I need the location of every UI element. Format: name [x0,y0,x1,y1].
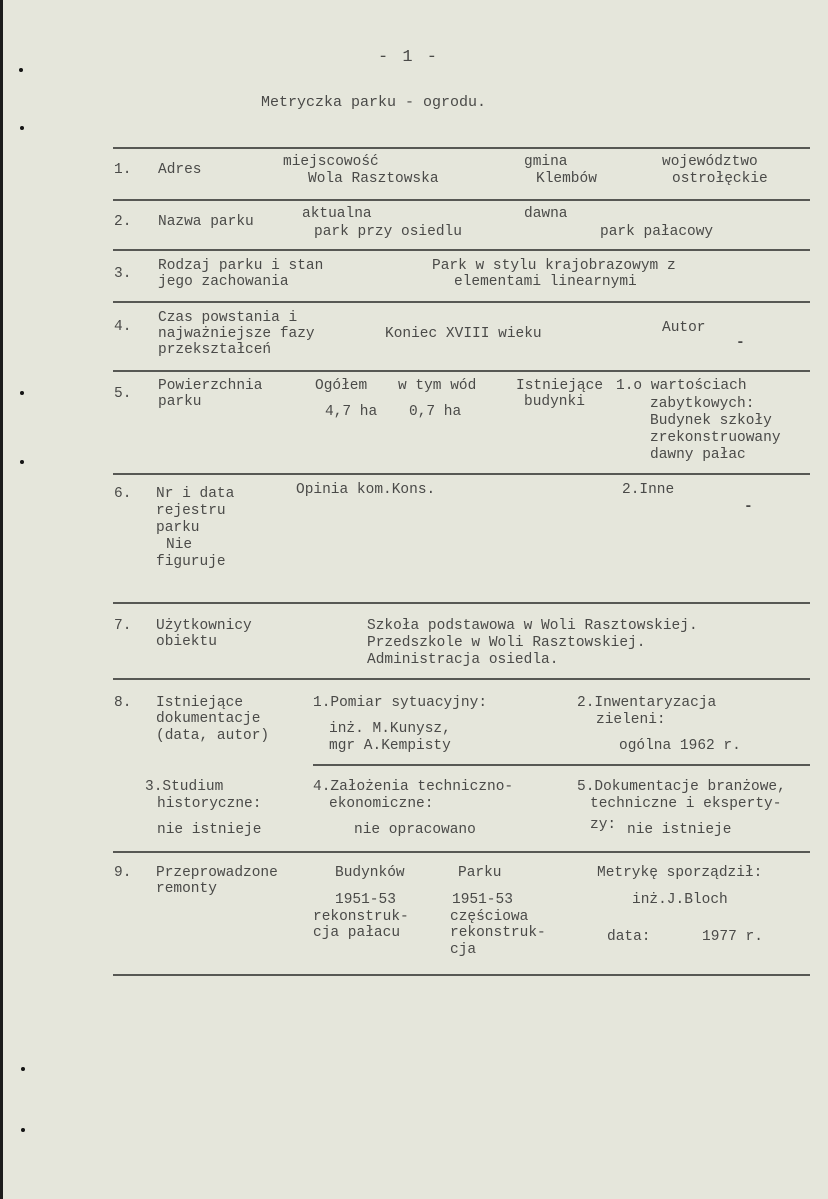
field-value: Nie [166,537,193,553]
field-label: Powierzchnia [158,378,263,394]
section-number: 9. [114,865,132,881]
field-label: jego zachowania [158,274,289,290]
field-value: rekonstruk- [450,925,546,941]
field-value: - [744,499,753,515]
user-entry: Szkoła podstawowa w Woli Rasztowskiej. [367,618,698,634]
divider [113,602,810,604]
field-value: elementami linearnymi [454,274,637,290]
doc-item-value: mgr A.Kempisty [329,738,451,754]
section-number: 5. [114,386,132,402]
field-value: cja pałacu [313,925,401,941]
doc-item-label: 3.Studium [145,779,224,795]
doc-item-label: historyczne: [157,796,262,812]
divider [113,974,810,976]
field-label: data: [607,929,651,945]
field-label: Autor [662,320,706,336]
field-value: częściowa [450,909,529,925]
doc-item-value: nie istnieje [157,822,262,838]
field-label: aktualna [302,206,372,222]
field-value: 1977 r. [702,929,763,945]
doc-item-label: 5.Dokumentacje branżowe, [577,779,786,795]
field-value: - [736,335,745,351]
punch-hole-mark [19,68,23,72]
section-number: 3. [114,266,132,282]
field-value: 0,7 ha [409,404,462,420]
doc-item-label: 2.Inwentaryzacja [577,695,717,711]
field-label: Rodzaj parku i stan [158,258,324,274]
punch-hole-mark [20,126,24,130]
section-number: 6. [114,486,132,502]
scan-edge [0,0,3,1199]
field-label: Adres [158,162,202,178]
field-label: budynki [524,394,585,410]
field-label: Budynków [335,865,405,881]
field-value: 1951-53 [452,892,513,908]
field-label: remonty [156,881,217,897]
field-value: zabytkowych: [650,396,755,412]
field-label: Czas powstania i [158,310,298,326]
divider [113,249,810,251]
field-label: parku [158,394,202,410]
field-value: zrekonstruowany [650,430,781,446]
field-label: w tym wód [398,378,477,394]
field-value: cja [450,942,477,958]
document-title: Metryczka parku - ogrodu. [261,94,487,111]
divider [113,473,810,475]
field-label: rejestru [156,503,226,519]
field-label: obiektu [156,634,217,650]
field-value: park przy osiedlu [314,224,462,240]
doc-item-value: inż. M.Kunysz, [329,721,451,737]
punch-hole-mark [20,391,24,395]
field-label: Istniejące [516,378,604,394]
field-label: dokumentacje [156,711,261,727]
field-label: Metrykę sporządził: [597,865,763,881]
field-label: Użytkownicy [156,618,252,634]
section-number: 8. [114,695,132,711]
doc-item-value: nie istnieje [627,822,732,838]
field-value: Koniec XVIII wieku [385,326,542,342]
section-number: 7. [114,618,132,634]
divider [113,370,810,372]
punch-hole-mark [21,1128,25,1132]
divider [113,199,810,201]
field-value: park pałacowy [600,224,714,240]
section-number: 2. [114,214,132,230]
user-entry: Przedszkole w Woli Rasztowskiej. [367,635,646,651]
field-value: Klembów [536,171,597,187]
doc-item-label: 1.Pomiar sytuacyjny: [313,695,488,711]
divider [313,764,810,766]
field-label: przekształceń [158,342,272,358]
field-label: Przeprowadzone [156,865,278,881]
field-value: Budynek szkoły [650,413,772,429]
divider [113,678,810,680]
doc-item-label: 4.Założenia techniczno- [313,779,514,795]
field-label: parku [156,520,200,536]
field-value: Park w stylu krajobrazowym z [432,258,676,274]
doc-item-label: zieleni: [596,712,666,728]
punch-hole-mark [20,460,24,464]
section-number: 1. [114,162,132,178]
field-label: (data, autor) [156,728,270,744]
doc-item-value: ogólna 1962 r. [619,738,741,754]
field-value: inż.J.Bloch [632,892,728,908]
doc-item-label: zy: [590,817,617,833]
doc-item-label: techniczne i eksperty- [590,796,782,812]
field-label: województwo [662,154,758,170]
page-number: - 1 - [378,48,440,67]
field-label: Ogółem [315,378,368,394]
divider [113,147,810,149]
field-value: 1.o wartościach [616,378,747,394]
divider [113,301,810,303]
field-label: gmina [524,154,568,170]
field-label: dawna [524,206,568,222]
field-label: Nazwa parku [158,214,254,230]
doc-item-label: ekonomiczne: [329,796,434,812]
field-value: 4,7 ha [325,404,378,420]
field-value: figuruje [156,554,226,570]
field-label: 2.Inne [622,482,675,498]
field-value: 1951-53 [335,892,396,908]
section-number: 4. [114,319,132,335]
user-entry: Administracja osiedla. [367,652,559,668]
field-value: ostrołęckie [672,171,768,187]
field-label: miejscowość [283,154,379,170]
field-label: Parku [458,865,502,881]
field-value: Wola Rasztowska [308,171,439,187]
punch-hole-mark [21,1067,25,1071]
field-value: dawny pałac [650,447,746,463]
field-value: rekonstruk- [313,909,409,925]
field-label: najważniejsze fazy [158,326,315,342]
field-label: Nr i data [156,486,235,502]
field-label: Opinia kom.Kons. [296,482,436,498]
field-label: Istniejące [156,695,244,711]
divider [113,851,810,853]
doc-item-value: nie opracowano [354,822,476,838]
